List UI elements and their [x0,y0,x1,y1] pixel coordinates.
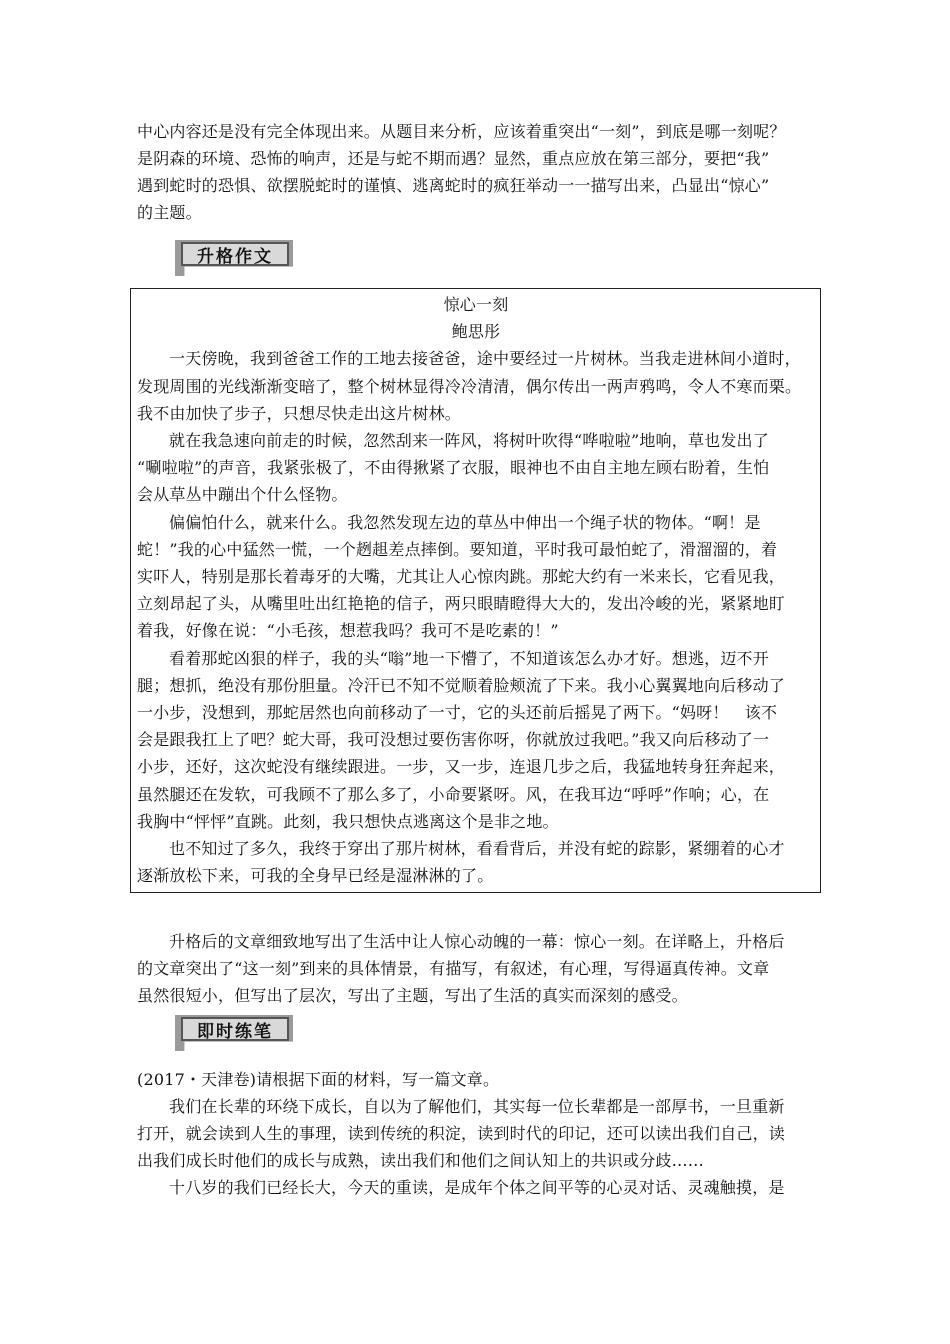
essay-box [130,288,821,893]
intro-line: 中心内容还是没有完全体现出来。从题目来分析，应该着重突出“一刻”，到底是哪一刻呢？ [137,122,786,141]
comment-line: 升格后的文章细致地写出了生活中让人惊心动魄的一幕：惊心一刻。在详略上，升格后 [169,932,785,951]
practice-line: 打开，就会读到人生的事理，读到传统的积淀，读到时代的印记，还可以读出我们自己，读 [137,1124,786,1143]
practice-line: 十八岁的我们已经长大，今天的重读，是成年个体之间平等的心灵对话、灵魂触摸，是 [169,1178,785,1197]
practice-paragraph [137,1066,822,1201]
practice-line: 我们在长辈的环绕下成长，自以为了解他们，其实每一位长辈都是一部厚书，一旦重新 [169,1097,785,1116]
intro-line: 遇到蛇时的恐惧、欲摆脱蛇时的谨慎、逃离蛇时的疯狂举动一一描写出来，凸显出“惊心” [137,176,770,195]
practice-line: 出我们成长时他们的成长与成熟，读出我们和他们之间认知上的共识或分歧…… [137,1151,705,1170]
essay-line: 一小步，没想到，那蛇居然也向前移动了一寸，它的头还前后摇晃了两下。“妈呀！ 该不 [137,703,778,723]
section-tag-practice [175,1015,293,1051]
essay-line: 会从草丛中蹦出个什么怪物。 [137,485,348,505]
section-tag-upgraded-essay [175,240,293,276]
essay-line: 偏偏怕什么，就来什么。我忽然发现左边的草丛中伸出一个绳子状的物体。“啊！是 [169,512,761,532]
essay-line: 我胸中“怦怦”直跳。此刻，我只想快点逃离这个是非之地。 [137,811,559,831]
comment-line: 虽然很短小，但写出了层次，写出了主题，写出了生活的真实而深刻的感受。 [137,986,688,1005]
essay-line: 着我，好像在说：“小毛孩，想惹我吗？我可不是吃素的！” [137,621,559,641]
essay-title: 惊心一刻 [443,295,509,314]
essay-line: 立刻昂起了头，从嘴里吐出红艳艳的信子，两只眼睛瞪得大大的，发出冷峻的光，紧紧地盯 [137,594,786,614]
essay-line: 发现周围的光线渐渐变暗了，整个树林显得冷冷清清，偶尔传出一两声鸦鸣，令人不寒而栗。 [137,376,802,396]
essay-line: 小步，还好，这次蛇没有继续跟进。一步，又一步，连退几步之后，我猛地转身狂奔起来， [137,757,786,777]
intro-line: 是阴森的环境、恐怖的响声，还是与蛇不期而遇？显然，重点应放在第三部分，要把“我” [137,149,770,168]
essay-line: 看着那蛇凶狠的样子，我的头“嗡”地一下懵了，不知道该怎么办才好。想逃，迈不开 [169,648,769,668]
intro-line: 的主题。 [137,203,202,222]
essay-line: 虽然腿还在发软，可我顾不了那么多了，小命要紧呀。风，在我耳边“呼呼”作响；心，在 [137,784,770,804]
essay-line: 蛇！”我的心中猛然一慌，一个趔趄差点摔倒。要知道，平时我可最怕蛇了，滑溜溜的，着 [137,539,778,559]
intro-paragraph [137,118,822,226]
essay-line: 会是跟我扛上了吧？蛇大哥，我可没想过要伤害你呀，你就放过我吧。”我又向后移动了一 [137,730,770,750]
essay-line: “唰啦啦”的声音，我紧张极了，不由得揪紧了衣服，眼神也不由自主地左顾右盼着，生怕 [137,458,770,478]
section-tag-label: 即时练笔 [181,1017,289,1041]
essay-line: 我不由加快了步子，只想尽快走出这片树林。 [137,403,462,423]
essay-line: 腿；想抓，绝没有那份胆量。冷汗已不知不觉顺着脸颊流了下来。我小心翼翼地向后移动了 [137,675,786,695]
essay-line: 实吓人，特别是那长着毒牙的大嘴，尤其让人心惊肉跳。那蛇大约有一米来长，它看见我， [137,567,786,587]
essay-author: 鲍思彤 [451,322,501,342]
essay-line: 逐渐放松下来，可我的全身早已经是湿淋淋的了。 [137,866,494,886]
essay-line: 就在我急速向前走的时候，忽然刮来一阵风，将树叶吹得“哗啦啦”地响，草也发出了 [169,431,769,451]
practice-line: (2017・天津卷)请根据下面的材料，写一篇文章。 [137,1070,500,1089]
section-tag-label: 升格作文 [181,242,289,266]
comment-line: 的文章突出了“这一刻”到来的具体情景，有描写，有叙述，有心理，写得逼真传神。文章 [137,959,770,978]
essay-line: 一天傍晚，我到爸爸工作的工地去接爸爸，途中要经过一片树林。当我走进林间小道时， [169,349,801,369]
essay-line: 也不知过了多久，我终于穿出了那片树林，看看背后，并没有蛇的踪影，紧绷着的心才 [169,839,785,859]
comment-paragraph [137,928,822,1009]
